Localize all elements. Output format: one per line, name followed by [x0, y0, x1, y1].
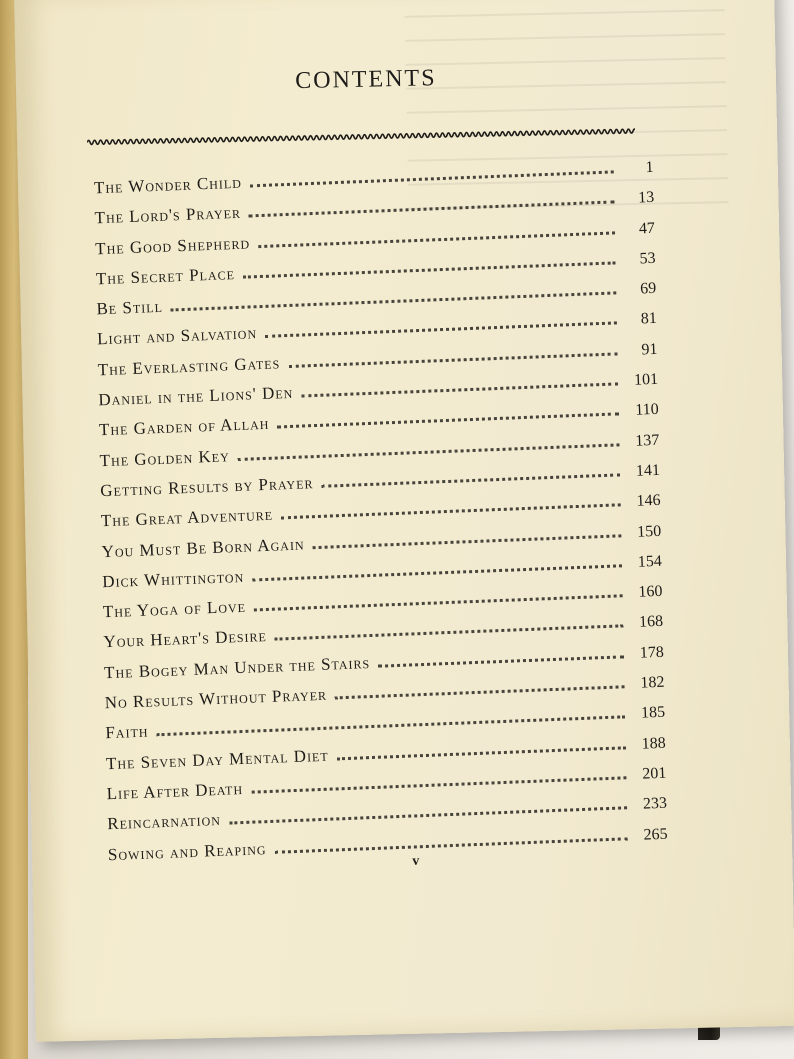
toc-entry-page: 81 — [640, 310, 658, 328]
dot-leader — [250, 161, 614, 187]
toc-entry-page: 146 — [636, 492, 661, 510]
toc-entry-title: The Seven Day Mental Diet — [105, 745, 329, 773]
toc-entry-page: 47 — [638, 219, 656, 238]
toc-entry-page: 178 — [639, 643, 665, 662]
toc-entry-page: 150 — [636, 522, 662, 541]
toc-entry-page: 69 — [639, 280, 657, 298]
toc-entry-page: 141 — [635, 461, 661, 480]
toc-entry-page: 110 — [634, 401, 660, 420]
toc-entry-page: 53 — [639, 249, 656, 268]
toc-entry-title: The Golden Key — [99, 445, 231, 470]
toc-entry-title: Daniel in the Lions' Den — [98, 382, 294, 410]
toc-entry-title: No Results Without Prayer — [104, 684, 328, 713]
toc-entry-page: 182 — [640, 673, 665, 692]
toc-entry-title: Sowing and Reaping — [107, 838, 267, 864]
toc-entry-title: Be Still — [96, 296, 164, 319]
page-heading: CONTENTS — [294, 65, 437, 95]
toc-entry-page: 201 — [641, 764, 667, 783]
toc-entry-title: Faith — [105, 721, 149, 743]
toc-entry-title: The Everlasting Gates — [97, 353, 281, 380]
toc-entry-page: 137 — [635, 431, 660, 450]
toc-entry-page: 160 — [638, 582, 663, 601]
toc-entry-page: 154 — [637, 552, 663, 571]
toc-entry-title: Your Heart's Desire — [103, 626, 268, 652]
toc-entry-page: 91 — [641, 340, 658, 359]
toc-entry-title: Light and Salvation — [96, 323, 258, 349]
toc-entry-page: 188 — [641, 734, 666, 753]
toc-entry-title: The Yoga of Love — [102, 596, 247, 622]
toc-entry-page: 185 — [640, 704, 666, 723]
toc-entry-title: The Lord's Prayer — [94, 203, 242, 228]
book-page — [14, 0, 794, 1042]
toc-entry-title: The Bogey Man Under the Stairs — [103, 652, 371, 683]
toc-entry-page: 1 — [645, 158, 654, 177]
table-of-contents — [93, 158, 668, 875]
toc-entry-title: The Great Adventure — [100, 504, 274, 531]
toc-entry-title: You Must Be Born Again — [101, 534, 305, 561]
toc-entry-title: The Secret Place — [95, 263, 236, 289]
toc-entry-title: Reincarnation — [106, 810, 222, 834]
toc-entry-title: Dick Whittington — [101, 566, 245, 592]
toc-entry-title: The Garden of Allah — [98, 414, 270, 440]
toc-entry-page: 168 — [638, 613, 664, 632]
page-folio: v — [412, 853, 420, 869]
toc-entry-page: 265 — [643, 825, 668, 844]
toc-entry-page: 13 — [637, 189, 655, 207]
toc-entry-title: Life After Death — [106, 778, 244, 804]
toc-entry-title: The Wonder Child — [93, 172, 243, 198]
toc-entry-page: 101 — [633, 370, 659, 389]
toc-entry-title: The Good Shepherd — [94, 233, 251, 258]
toc-entry-page: 233 — [642, 794, 668, 813]
toc-entry-title: Getting Results by Prayer — [99, 473, 314, 501]
